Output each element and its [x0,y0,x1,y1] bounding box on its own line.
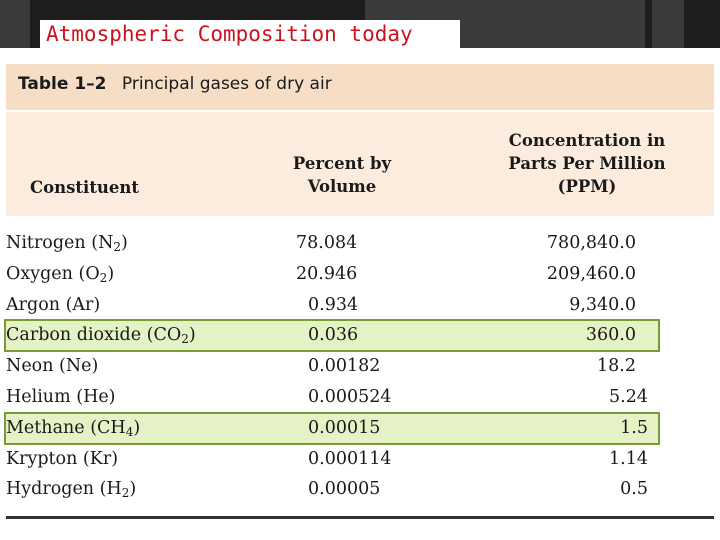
cell-percent: 0.00005 [308,479,381,500]
cell-percent: 0.000114 [308,448,392,469]
cell-ppm: 360.0 [585,325,636,346]
table-row [0,446,720,477]
cell-constituent: Oxygen $(O_2)$ [6,263,115,285]
cell-constituent: Helium (He) [6,387,116,407]
table-row [0,384,720,415]
table-row [0,230,720,261]
cell-ppm: 780,840.0 [546,233,636,253]
table-row [0,322,720,353]
cell-constituent: Carbon dioxide $(CO_2)$ [6,325,196,347]
cell-ppm: 9,340.0 [569,294,636,315]
table-row [0,415,720,446]
table-caption [18,74,332,94]
table-row [0,353,720,384]
slide-title: Atmospheric Composition today [40,20,460,48]
cell-percent: 0.934 [308,294,359,315]
column-header-constituent: Constituent [30,178,140,197]
cell-constituent: Nitrogen $(N_2)$ [6,233,128,254]
column-header-ppm: Concentration in Parts Per Million (PPM) [508,131,666,196]
cell-ppm: 18.2 [597,356,636,377]
cell-ppm: 5.24 [609,387,648,407]
cell-percent: 20.946 [296,263,358,284]
cell-ppm: 1.14 [609,448,648,469]
cell-ppm: 0.5 [620,479,648,500]
table-row [0,476,720,507]
top-panel [0,0,30,48]
cell-percent: 0.000524 [308,387,392,407]
table-bottom-rule [6,516,714,519]
cell-ppm: 209,460.0 [546,263,636,284]
column-header-percent: Percent by Volume [292,154,392,196]
cell-constituent: Hydrogen $(H_2)$ [6,479,137,501]
table-row [0,292,720,323]
table-caption-text: Principal gases of dry air [121,74,332,94]
cell-percent: 0.036 [308,325,359,346]
table-row [0,261,720,292]
cell-constituent: Neon (Ne) [6,356,99,377]
cell-ppm: 1.5 [620,417,648,438]
top-panel [652,0,684,48]
cell-percent: 78.084 [296,233,358,253]
cell-constituent: Krypton (Kr) [6,448,119,469]
cell-percent: 0.00015 [308,417,381,438]
cell-constituent: Argon (Ar) [6,294,101,315]
table-number: Table 1–2 [18,74,107,94]
cell-constituent: Methane $(CH_4)$ [6,417,141,439]
cell-percent: 0.00182 [308,356,381,377]
